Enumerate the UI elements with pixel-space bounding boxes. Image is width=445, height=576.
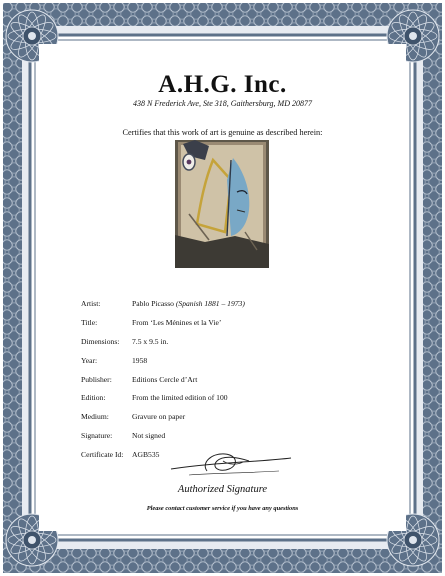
detail-row-dimensions: [81, 332, 245, 351]
publisher-value: Editions Cercle d’Art: [132, 374, 198, 384]
artwork-image: [175, 140, 269, 268]
detail-row-year: [81, 351, 245, 370]
detail-row-publisher: [81, 370, 245, 389]
title-value: From ‘Les Ménines et la Vie’: [132, 317, 222, 327]
signature-caption: Authorized Signature: [177, 484, 268, 495]
artist-label: Artist:: [81, 298, 101, 308]
detail-row-title: [81, 313, 245, 332]
detail-row-edition: [81, 388, 245, 407]
artist-dates: (Spanish 1881 – 1973): [175, 298, 245, 308]
year-value: 1958: [132, 355, 148, 365]
certificate-id-label: Certificate Id:: [81, 450, 124, 460]
artwork-details: [81, 294, 245, 464]
dimensions-value: 7.5 x 9.5 in.: [132, 336, 169, 346]
year-label: Year:: [81, 355, 98, 365]
artist-value: [132, 294, 245, 313]
publisher-label: Publisher:: [81, 374, 112, 384]
medium-value: Gravure on paper: [132, 412, 186, 422]
certificate-body: [39, 44, 406, 531]
certificate-id-value: AGB535: [132, 450, 160, 460]
signature-value: Not signed: [132, 431, 166, 441]
handwritten-signature: [167, 445, 295, 481]
detail-row-medium: [81, 407, 245, 426]
title-label: Title:: [81, 317, 98, 327]
edition-value: From the limited edition of 100: [132, 393, 228, 403]
medium-label: Medium:: [81, 412, 109, 422]
artist-name: Pablo Picasso: [132, 298, 174, 308]
dimensions-label: Dimensions:: [81, 336, 120, 346]
detail-row-artist: [81, 294, 245, 313]
signature-label: Signature:: [81, 431, 113, 441]
contact-note: Please contact customer service if you have any questions: [146, 505, 299, 512]
detail-row-signature: [81, 426, 245, 445]
edition-label: Edition:: [81, 393, 106, 403]
company-address: 438 N Frederick Ave, Ste 318, Gaithersburg, MD 20877: [132, 99, 312, 108]
certification-statement: Certifies that this work of art is genuine as described herein:: [122, 128, 323, 137]
company-name: A.H.G. Inc.: [158, 71, 287, 98]
